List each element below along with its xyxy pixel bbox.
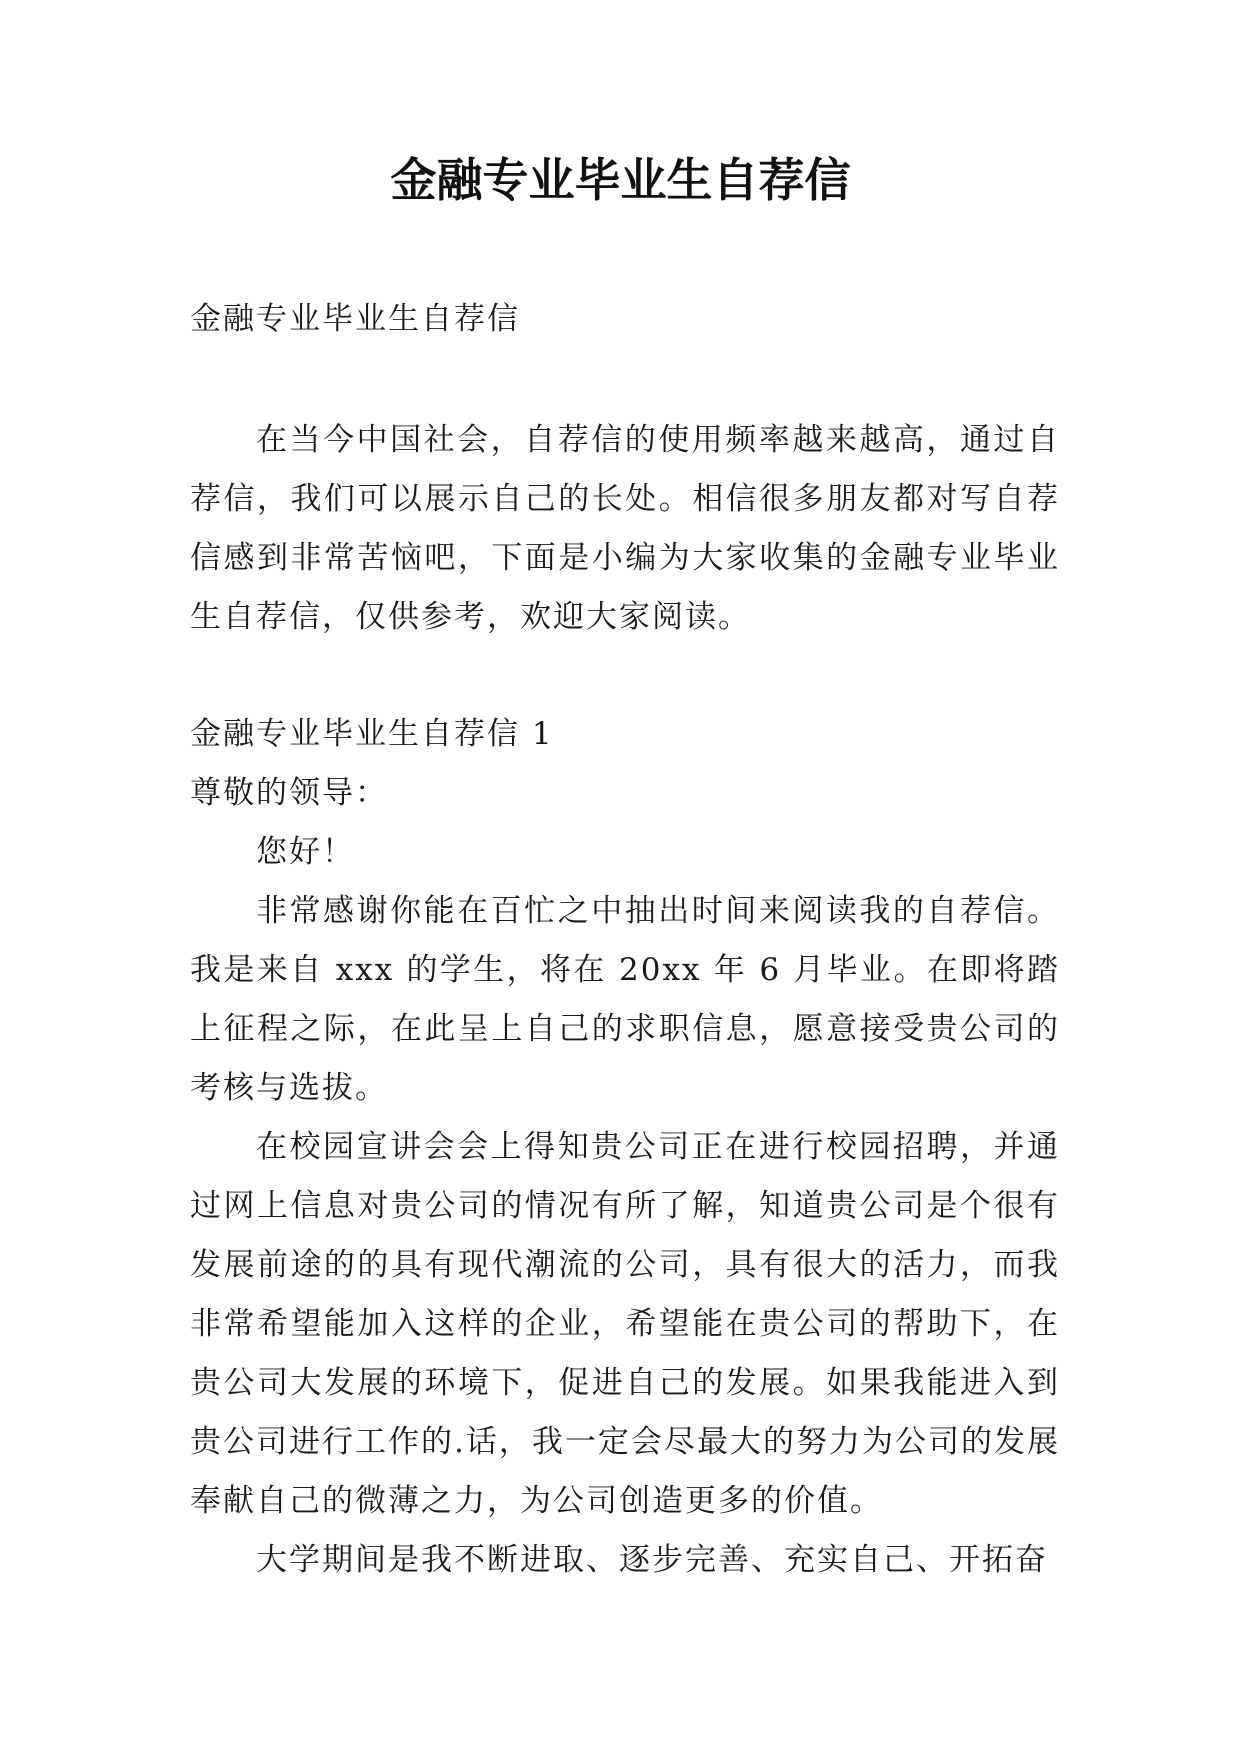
document-body: [190, 290, 1060, 1590]
spacer: [190, 647, 1060, 705]
letter-greeting: 您好！: [256, 834, 355, 870]
letter-paragraph: 在校园宣讲会会上得知贵公司正在进行校园招聘，并通过网上信息对贵公司的情况有所了解，知道贵公司是个很有发展前途的的具有现代潮流的公司，具有很大的活力，而我非常希望能加入这样的企业，希望能在贵公司的帮助下，在贵公司大发展的环境下，促进自己的发展。如果我能进入到贵公司进行工作的.话，我一定会尽最大的努力为公司的发展奉献自己的微薄之力，为公司创造更多的价值。: [190, 1129, 1060, 1519]
intro-paragraph: 在当今中国社会，自荐信的使用频率越来越高，通过自荐信，我们可以展示自己的长处。相信很多朋友都对写自荐信感到非常苦恼吧，下面是小编为大家收集的金融专业毕业生自荐信，仅供参考，欢迎大家阅读。: [190, 422, 1060, 635]
spacer: [190, 349, 1060, 411]
letter-salutation: 尊敬的领导：: [190, 775, 388, 811]
letter-heading: 金融专业毕业生自荐信 1: [190, 716, 554, 752]
letter-paragraph: 大学期间是我不断进取、逐步完善、充实自己、开拓奋: [256, 1542, 1048, 1578]
document-title: 金融专业毕业生自荐信: [390, 153, 851, 207]
document-subtitle: 金融专业毕业生自荐信: [190, 301, 520, 337]
letter-paragraph: 非常感谢你能在百忙之中抽出时间来阅读我的自荐信。我是来自 xxx 的学生，将在 20xx 年 6 月毕业。在即将踏上征程之际，在此呈上自己的求职信息，愿意接受贵公司的考核与选拔。: [190, 893, 1060, 1106]
